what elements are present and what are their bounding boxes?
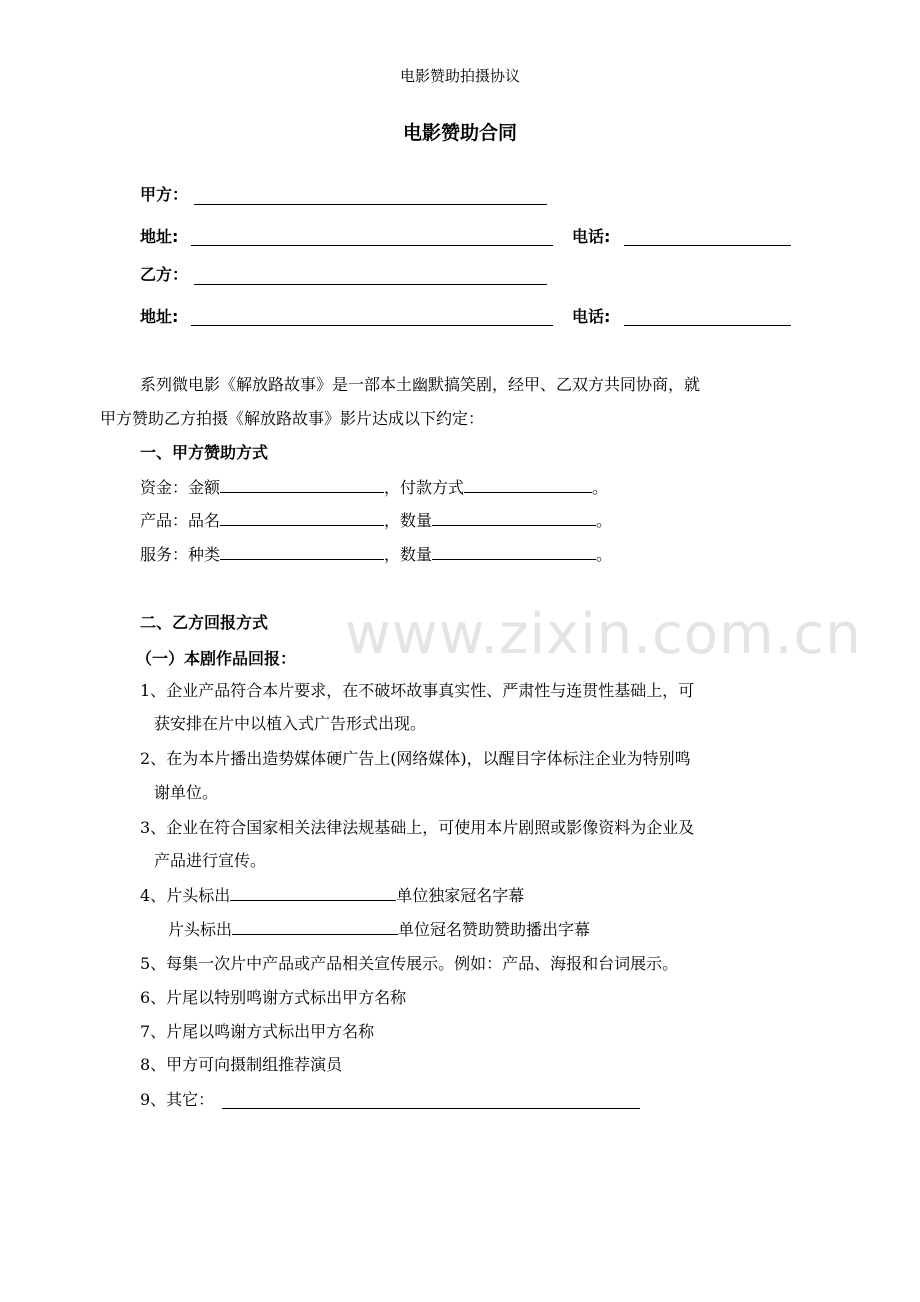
service-label: 服务：种类 — [140, 545, 221, 564]
list-item-1-cont: 获安排在片中以植入式广告形式出现。 — [154, 714, 427, 733]
party-b-phone-blank[interactable] — [624, 325, 791, 326]
section-2-subheading: （一）本剧作品回报： — [136, 649, 297, 668]
service-mid: ，数量 — [384, 545, 433, 564]
exclusive-title-blank[interactable] — [230, 886, 396, 901]
list-item-1 — [140, 680, 694, 702]
party-a-phone-label: 电话: — [572, 227, 611, 246]
list-item-number: 4、 — [140, 886, 167, 905]
service-quantity-blank[interactable] — [432, 545, 596, 560]
product-mid: ，数量 — [384, 511, 433, 530]
list-item-4 — [140, 885, 524, 907]
party-b-address-blank[interactable] — [191, 325, 553, 326]
product-quantity-blank[interactable] — [432, 511, 596, 526]
list-item-3 — [140, 817, 694, 839]
list-item-9: 9、其它： — [140, 1090, 215, 1109]
list-item-text: 企业产品符合本片要求，在不破坏故事真实性、严肃性与连贯性基础上，可 — [166, 681, 695, 700]
sponsor-title-blank[interactable] — [232, 920, 398, 935]
product-end: 。 — [596, 511, 613, 530]
party-b-address-label: 地址: — [140, 307, 179, 326]
page-header: 电影赞助拍摄协议 — [399, 67, 520, 85]
party-a-phone-blank[interactable] — [624, 245, 791, 246]
funding-label: 资金：金额 — [140, 478, 221, 497]
other-blank[interactable] — [222, 1108, 640, 1109]
list-item-4-cont — [168, 919, 590, 941]
service-end: 。 — [596, 545, 613, 564]
list-item-8: 8、甲方可向摄制组推荐演员 — [140, 1055, 343, 1074]
document-title: 电影赞助合同 — [402, 122, 517, 144]
list-item-text: 片头标出 — [168, 920, 233, 939]
intro-line-2: 甲方赞助乙方拍摄《解放路故事》影片达成以下约定： — [100, 409, 485, 428]
service-row — [140, 544, 612, 566]
list-item-number: 1、 — [140, 681, 167, 700]
list-item-5: 5、每集一次片中产品或产品相关宣传展示。例如：产品、海报和台词展示。 — [140, 954, 679, 973]
watermark: www.zixin.com.cn — [345, 602, 862, 667]
product-name-blank[interactable] — [220, 511, 384, 526]
funding-amount-blank[interactable] — [220, 478, 384, 493]
list-item-text: 在为本片播出造势媒体硬广告上(网络媒体)，以醒目字体标注企业为特别鸣 — [166, 749, 691, 768]
list-item-number: 2、 — [140, 749, 167, 768]
funding-end: 。 — [592, 478, 609, 497]
funding-row — [140, 477, 608, 499]
list-item-text: 单位冠名赞助赞助播出字幕 — [398, 920, 591, 939]
list-item-number: 3、 — [140, 818, 167, 837]
product-row — [140, 510, 612, 532]
list-item-text: 单位独家冠名字幕 — [396, 886, 525, 905]
list-item-6: 6、片尾以特别鸣谢方式标出甲方名称 — [140, 988, 407, 1007]
list-item-text: 企业在符合国家相关法律法规基础上，可使用本片剧照或影像资料为企业及 — [166, 818, 695, 837]
funding-method-blank[interactable] — [464, 478, 592, 493]
party-a-address-blank[interactable] — [191, 245, 553, 246]
funding-mid: ，付款方式 — [384, 478, 465, 497]
list-item-2-cont: 谢单位。 — [154, 783, 219, 802]
party-a-address-label: 地址: — [140, 227, 179, 246]
list-item-7: 7、片尾以鸣谢方式标出甲方名称 — [140, 1022, 375, 1041]
party-b-blank[interactable] — [194, 284, 547, 285]
list-item-text: 片头标出 — [166, 886, 231, 905]
list-item-2 — [140, 748, 691, 770]
party-b-phone-label: 电话: — [572, 307, 611, 326]
party-a-blank[interactable] — [194, 204, 547, 205]
party-b-label: 乙方： — [140, 265, 189, 284]
list-item-3-cont: 产品进行宣传。 — [154, 851, 267, 870]
section-2-heading: 二、乙方回报方式 — [140, 613, 269, 632]
section-1-heading: 一、甲方赞助方式 — [140, 443, 269, 462]
intro-line-1: 系列微电影《解放路故事》是一部本土幽默搞笑剧，经甲、乙双方共同协商，就 — [140, 375, 701, 394]
product-label: 产品：品名 — [140, 511, 221, 530]
party-a-label: 甲方： — [140, 185, 189, 204]
service-type-blank[interactable] — [220, 545, 384, 560]
